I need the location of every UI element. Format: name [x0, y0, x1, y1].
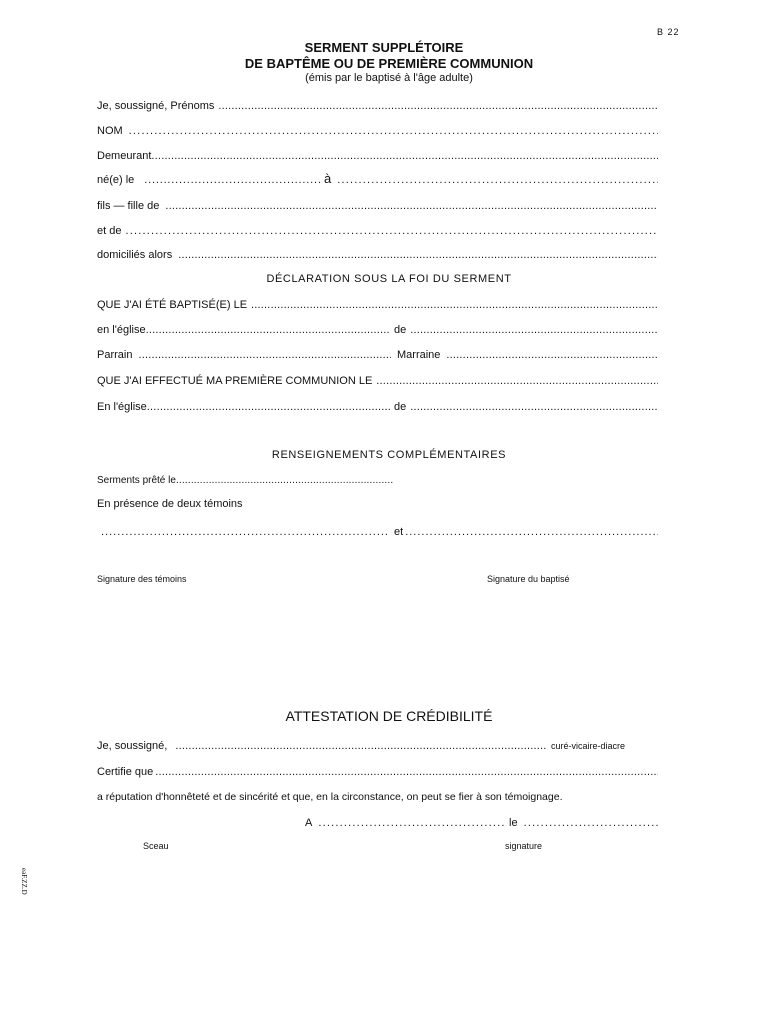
nom-label: NOM	[97, 125, 123, 137]
parents-field[interactable]	[97, 199, 658, 213]
attestation-lieu-field[interactable]	[305, 816, 505, 830]
domicilies-field[interactable]	[97, 248, 658, 262]
lieu-naissance-field[interactable]	[324, 172, 658, 187]
date-naissance-field[interactable]	[97, 173, 320, 187]
eglise-label-2: En l'église	[97, 401, 147, 413]
title-line-2: DE BAPTÊME OU DE PREMIÈRE COMMUNION	[244, 56, 534, 71]
ne-le-label: né(e) le	[97, 174, 135, 186]
de-label-1: de	[394, 324, 407, 336]
declaration-heading: DÉCLARATION SOUS LA FOI DU SERMENT	[266, 273, 512, 285]
attestation-soussigne-label: Je, soussigné,	[97, 740, 168, 752]
parrain-field[interactable]	[97, 348, 391, 362]
bapteme-label: QUE J'AI ÉTÉ BAPTISÉ(E) LE	[97, 299, 248, 311]
sceau-label: Sceau	[143, 841, 169, 851]
bapteme-date-field[interactable]	[97, 298, 658, 312]
reputation-text: a réputation d'honnêteté et de sincérité et que, en la circonstance, on peut se fier à son témoignage.	[97, 791, 563, 803]
demeurant-label: Demeurant	[97, 150, 152, 162]
marraine-label: Marraine	[397, 349, 441, 361]
title-line-1: SERMENT SUPPLÉTOIRE	[304, 40, 464, 55]
side-code: eaF.ZZ.D	[20, 868, 28, 895]
et-de-field[interactable]	[97, 224, 658, 238]
prenoms-label: Je, soussigné, Prénoms	[97, 100, 215, 112]
temoin-2-field[interactable]	[394, 525, 658, 539]
attestation-a-label: A	[305, 817, 313, 829]
nom-field[interactable]	[97, 124, 658, 138]
et-label: et	[394, 526, 404, 538]
attestation-date-field[interactable]	[509, 816, 658, 830]
form-reference: B 22	[657, 27, 680, 37]
demeurant-field[interactable]	[97, 149, 658, 163]
serments-date-field[interactable]	[97, 474, 393, 488]
certifie-field[interactable]	[97, 765, 658, 779]
eglise-label-1: en l'église	[97, 324, 146, 336]
signature-temoins-label: Signature des témoins	[97, 574, 187, 584]
temoin-1-field[interactable]	[101, 525, 390, 539]
signature-baptise-label: Signature du baptisé	[487, 574, 570, 584]
communion-label: QUE J'AI EFFECTUÉ MA PREMIÈRE COMMUNION LE	[97, 375, 373, 387]
lieu-communion-field[interactable]	[394, 400, 658, 414]
parrain-label: Parrain	[97, 349, 133, 361]
fils-fille-label: fils — fille de	[97, 200, 160, 212]
domicilies-label: domiciliés alors	[97, 249, 173, 261]
cure-vicaire-diacre-label: curé-vicaire-diacre	[551, 741, 626, 751]
a-label: à	[324, 172, 332, 186]
de-label-2: de	[394, 401, 407, 413]
et-de-label: et de	[97, 225, 122, 237]
attestation-heading: ATTESTATION DE CRÉDIBILITÉ	[285, 708, 493, 724]
eglise-communion-field[interactable]	[97, 400, 390, 414]
subtitle: (émis par le baptisé à l'âge adulte)	[305, 72, 473, 84]
attestation-le-label: le	[509, 817, 518, 829]
certifie-label: Certifie que	[97, 766, 154, 778]
serments-label: Serments prêté le	[97, 475, 176, 486]
marraine-field[interactable]	[397, 348, 658, 362]
presence-temoins-text: En présence de deux témoins	[97, 498, 243, 510]
signature-label: signature	[505, 841, 543, 851]
lieu-bapteme-field[interactable]	[394, 323, 658, 337]
communion-date-field[interactable]	[97, 374, 658, 388]
renseignements-heading: RENSEIGNEMENTS COMPLÉMENTAIRES	[271, 449, 507, 461]
prenoms-field[interactable]	[97, 99, 658, 113]
attestation-soussigne-field[interactable]	[97, 739, 546, 753]
eglise-bapteme-field[interactable]	[97, 323, 390, 337]
